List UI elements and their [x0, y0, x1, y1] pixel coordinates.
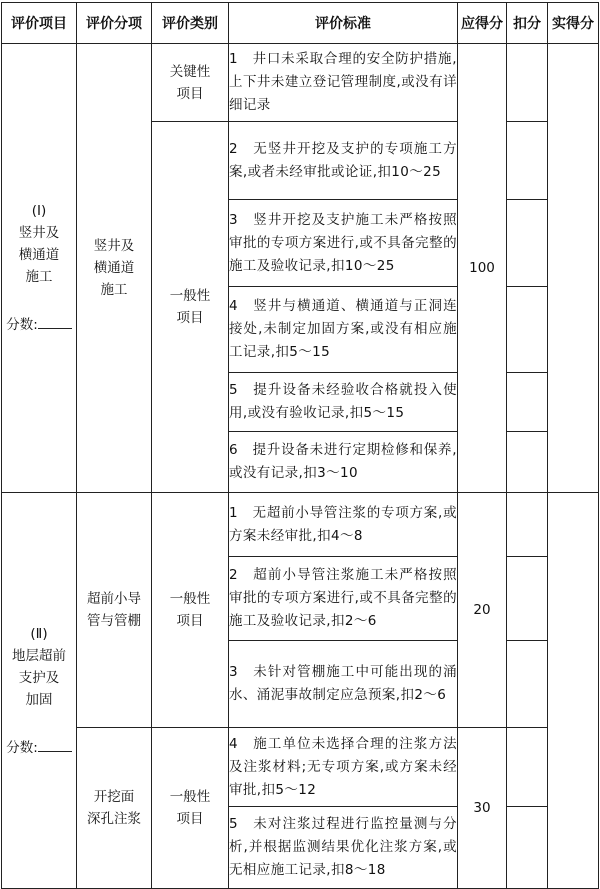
category-cell-key [152, 44, 229, 122]
deduct-cell[interactable] [507, 373, 548, 432]
subitem-line: 管与管棚 [87, 613, 141, 629]
category-line: 项目 [176, 811, 204, 827]
score-label: 分数: [2, 737, 76, 759]
header-deduct: 扣分 [507, 3, 548, 44]
criterion-cell: 5 未对注浆过程进行监控量测与分析,并根据监测结果优化注浆方案,或无相应施工记录,扣8～18 [229, 807, 458, 889]
category-line: 项目 [176, 613, 204, 629]
item-cell-section1 [2, 44, 77, 493]
item-line: 支护及 [18, 669, 60, 686]
deduct-cell[interactable] [507, 641, 548, 728]
header-standard: 评价标准 [229, 3, 458, 44]
category-cell-general [152, 493, 229, 728]
item-line: 横通道 [18, 247, 60, 263]
evaluation-table [1, 2, 599, 889]
criterion-cell: 1 无超前小导管注浆的专项方案,或方案未经审批,扣4～8 [229, 493, 458, 557]
subitem-cell-section1 [77, 44, 152, 493]
item-line: (Ⅱ) [30, 625, 48, 642]
item-line: 竖井及 [18, 225, 60, 241]
table-row [2, 493, 599, 557]
deduct-cell[interactable] [507, 44, 548, 122]
subitem-line: 施工 [100, 282, 128, 298]
header-item: 评价项目 [2, 3, 77, 44]
item-line: 施工 [25, 269, 53, 285]
criterion-cell: 4 施工单位未选择合理的注浆方法及注浆材料;无专项方案,或方案未经审批,扣5～12 [229, 728, 458, 807]
item-line: 地层超前 [12, 647, 66, 664]
deduct-cell[interactable] [507, 122, 548, 200]
criterion-cell: 2 超前小导管注浆施工未严格按照审批的专项方案进行,或不具备完整的施工及验收记录,扣2～6 [229, 557, 458, 641]
subitem-line: 横通道 [93, 260, 135, 276]
subitem-line: 竖井及 [93, 238, 135, 254]
header-row [2, 3, 599, 44]
deduct-cell[interactable] [507, 557, 548, 641]
due-score-cell: 30 [458, 728, 507, 889]
actual-score-cell[interactable] [548, 493, 599, 889]
criterion-cell: 1 井口未采取合理的安全防护措施,上下井未建立登记管理制度,或没有详细记录 [229, 44, 458, 122]
criterion-cell: 6 提升设备未进行定期检修和保养,或没有记录,扣3～10 [229, 432, 458, 493]
subitem-line: 超前小导 [87, 591, 141, 607]
category-line: 关键性 [169, 63, 211, 80]
score-label: 分数: [2, 314, 76, 336]
criterion-cell: 3 竖井开挖及支护施工未严格按照审批的专项方案进行,或不具备完整的施工及验收记录,扣10～25 [229, 200, 458, 287]
criterion-cell: 4 竖井与横通道、横通道与正洞连接处,未制定加固方案,或没有相应施工记录,扣5～15 [229, 287, 458, 373]
category-line: 项目 [176, 85, 204, 102]
criterion-cell: 3 未针对管棚施工中可能出现的涌水、涌泥事故制定应急预案,扣2～6 [229, 641, 458, 728]
subitem-line: 开挖面 [93, 789, 135, 805]
table-row [2, 728, 599, 807]
due-score-cell: 20 [458, 493, 507, 728]
header-category: 评价类别 [152, 3, 229, 44]
deduct-cell[interactable] [507, 493, 548, 557]
due-score-cell: 100 [458, 44, 507, 493]
criterion-cell: 5 提升设备未经验收合格就投入使用,或没有验收记录,扣5～15 [229, 373, 458, 432]
subitem-cell-grouting [77, 728, 152, 889]
category-line: 一般性 [169, 789, 211, 805]
category-line: 一般性 [169, 288, 211, 304]
table-row [2, 44, 599, 122]
header-due-score: 应得分 [458, 3, 507, 44]
deduct-cell[interactable] [507, 432, 548, 493]
header-actual: 实得分 [548, 3, 599, 44]
deduct-cell[interactable] [507, 807, 548, 889]
subitem-cell-pipe [77, 493, 152, 728]
item-cell-section2 [2, 493, 77, 889]
deduct-cell[interactable] [507, 200, 548, 287]
item-line: (Ⅰ) [31, 203, 47, 219]
category-line: 项目 [176, 310, 204, 326]
score-blank[interactable] [38, 314, 72, 329]
deduct-cell[interactable] [507, 728, 548, 807]
criterion-cell: 2 无竖井开挖及支护的专项施工方案,或者未经审批或论证,扣10～25 [229, 122, 458, 200]
header-subitem: 评价分项 [77, 3, 152, 44]
deduct-cell[interactable] [507, 287, 548, 373]
item-line: 加固 [25, 691, 53, 708]
category-line: 一般性 [169, 591, 211, 607]
score-blank[interactable] [38, 737, 72, 752]
actual-score-cell[interactable] [548, 44, 599, 493]
subitem-line: 深孔注浆 [87, 811, 141, 827]
category-cell-general [152, 728, 229, 889]
category-cell-general [152, 122, 229, 493]
